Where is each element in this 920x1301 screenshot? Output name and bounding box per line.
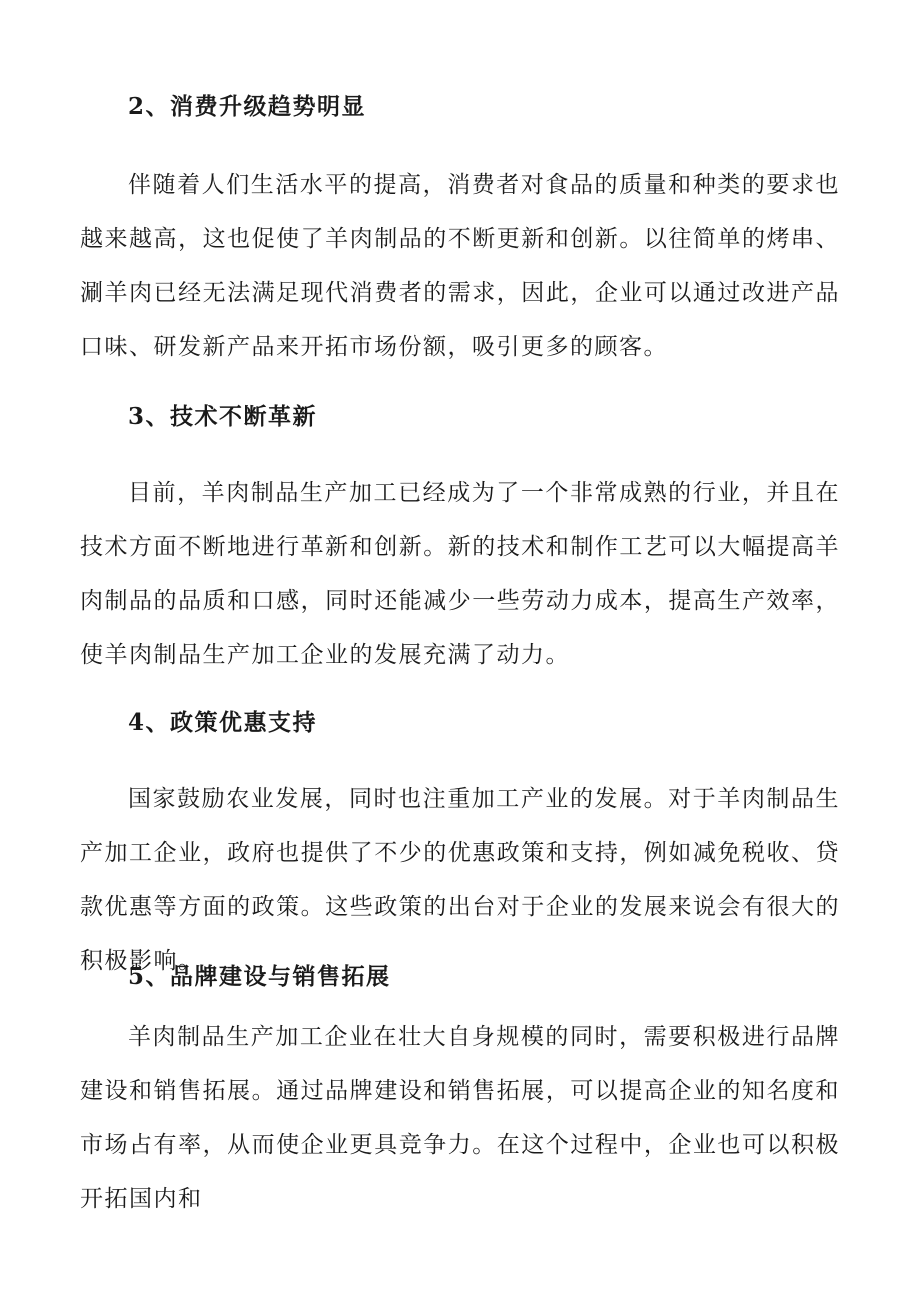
section-heading-4: 4、政策优惠支持 bbox=[128, 709, 318, 736]
section-heading-2: 2、消费升级趋势明显 bbox=[128, 93, 367, 120]
section-heading-3: 3、技术不断革新 bbox=[128, 403, 318, 430]
section-body-4: 国家鼓励农业发展，同时也注重加工产业的发展。对于羊肉制品生产加工企业，政府也提供了不少的优惠政策和支持，例如减免税收、贷款优惠等方面的政策。这些政策的出台对于企业的发展来说会有很大的积极影响。 bbox=[80, 786, 840, 974]
section-body-3: 目前，羊肉制品生产加工已经成为了一个非常成熟的行业，并且在技术方面不断地进行革新和创新。新的技术和制作工艺可以大幅提高羊肉制品的品质和口感，同时还能减少一些劳动力成本，提高生产效率，使羊肉制品生产加工企业的发展充满了动力。 bbox=[80, 480, 840, 668]
section-body-5: 羊肉制品生产加工企业在壮大自身规模的同时，需要积极进行品牌建设和销售拓展。通过品牌建设和销售拓展，可以提高企业的知名度和市场占有率，从而使企业更具竞争力。在这个过程中，企业也可以积极开拓国内和 bbox=[80, 1024, 840, 1212]
section-heading-5: 5、品牌建设与销售拓展 bbox=[128, 963, 391, 990]
section-body-2: 伴随着人们生活水平的提高，消费者对食品的质量和种类的要求也越来越高，这也促使了羊肉制品的不断更新和创新。以往简单的烤串、涮羊肉已经无法满足现代消费者的需求，因此，企业可以通过改进产品口味、研发新产品来开拓市场份额，吸引更多的顾客。 bbox=[80, 172, 840, 360]
